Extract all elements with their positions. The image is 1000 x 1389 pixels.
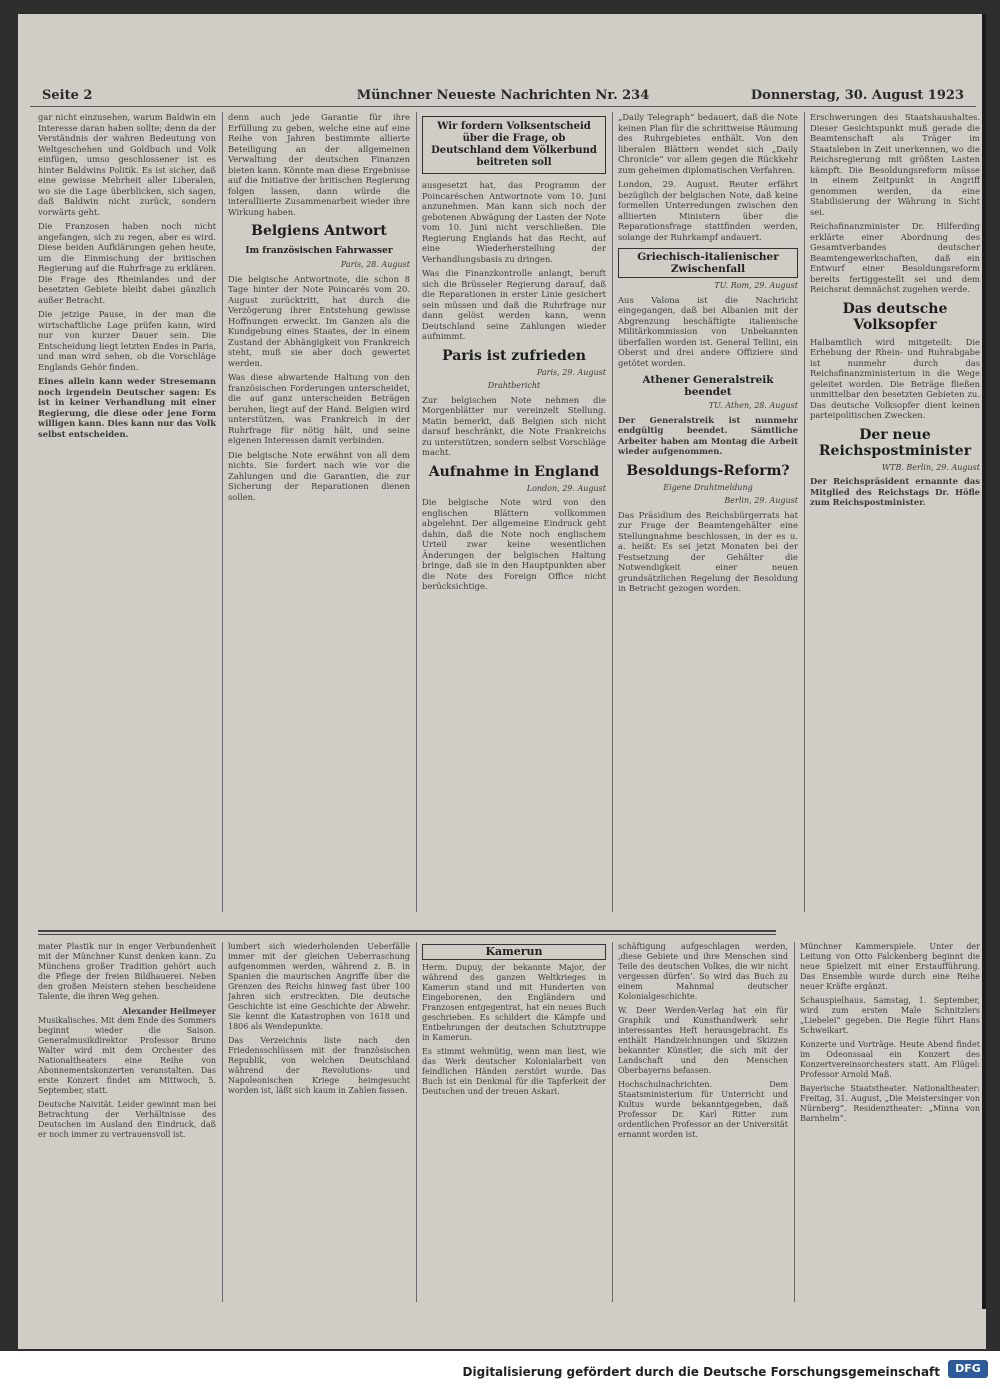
column-5: [810, 112, 980, 912]
article-text: Das Präsidium des Reichsbürgerrats hat zur Frage der Beamtengehälter eine Stellungnahme beschlossen, in der es u. a. heißt: Es sei jetzt Monaten bei der Festsetzung der Gehälter die Notwendigkeit einer neuen grundsätzlichen Regelung der Besoldung in Betracht gezogen worden.: [618, 509, 798, 593]
feuilleton-text: Es stimmt wehmütig, wenn man liest, wie das Werk deutscher Kolonialarbeit von feindlichen Händen zerstört wurde. Das Buch ist ein Denkmal für die Tapferkeit der Deutschen und der treuen Askari.: [422, 1047, 606, 1096]
feuilleton-text: Musikalisches. Mit dem Ende des Sommers beginnt wieder die Saison. Generalmusikdirektor Professor Bruno Walter wird mit dem Orchester des Nationaltheaters eine Reihe von Abonnementskonzerten veranstalten. Das erste Konzert findet am Mittwoch, 5. September, statt.: [38, 1016, 216, 1095]
article-headline: Kamerun: [422, 944, 606, 960]
funding-notice: Digitalisierung gefördert durch die Deutsche Forschungsgemeinschaft: [462, 1365, 940, 1379]
article-label: Drahtbericht: [487, 381, 541, 390]
article-text: Die belgische Antwortnote, die schon 8 Tage hinter der Note Poincarés vom 20. August zurücktritt, hat durch die Verzögerung ihrer Entstehung gewisse Hoffnungen erweckt. Im Ganzen als die Kundgebung eines Staates, der in einem Zustand der Abhängigkeit von Frankreich steht, muß sie aber doch gewertet werden.: [228, 273, 410, 368]
article-text: Der Generalstreik ist nunmehr endgültig beendet. Sämtliche Arbeiter haben am Montag die Arbeit wieder aufgenommen.: [618, 414, 798, 456]
feuilleton-text: Deutsche Naivität. Leider gewinnt man bei Betrachtung der Verhältnisse des Deutschen im Ausland den Eindruck, daß er noch immer zu vertrauensvoll ist.: [38, 1100, 216, 1139]
article-text: ausgesetzt hat, das Programm der Poincaréschen Antwortnote vom 10. Juni anzunehmen. Man kann sich noch der gebotenen Abwägung der Lasten der Note vom 10. Juni nicht verschließen. Die Regierung Englands hat das Recht, auf eine Wiederherstellung der Verhandlungsbasis zu dringen.: [422, 180, 606, 264]
issue-date: Donnerstag, 30. August 1923: [750, 88, 964, 103]
feuilleton-text: schäftigung aufgeschlagen werden, ‚diese Gebiete und ihre Menschen sind Teile des deutschen Volkes, die wir nicht vergessen dürfen‘. So wird das Buch zu einem Mahnmal deutscher Kolonialgeschichte.: [618, 942, 788, 1001]
feuilleton-text: Münchner Kammerspiele. Unter der Leitung von Otto Falckenberg beginnt die neue Spielzeit mit einer Erstaufführung. Das Ensemble wurde durch eine Reihe neuer Kräfte ergänzt.: [800, 942, 980, 991]
feuilleton-text: lumbert sich wiederholenden Ueberfälle immer mit der gleichen Ueberraschung aufgenommen werden, während z. B. in Spanien die maurischen Angriffe über die Grenzen des Reichs hinweg fast über 100 Jahren sich erstreckten. Die deutsche Geschichte ist eine Geschichte der Abwehr. Sie kennt die Katastrophen von 1618 und 1806 als Wendepunkte.: [228, 942, 410, 1031]
campaign-box: Wir fordern Volksentscheid über die Frage, ob Deutschland dem Völkerbund beitreten soll: [422, 116, 606, 174]
article-dateline: WTB. Berlin, 29. August: [881, 462, 980, 472]
article-text: Zur belgischen Note nehmen die Morgenblätter nur vereinzelt Stellung. Matin bemerkt, daß Belgien sich nicht darauf beschränkt, die Note Frankreichs zu unterstützen, sondern selbst Vorschläge macht.: [422, 394, 606, 457]
article-headline: Griechisch-italienischer Zwischenfall: [618, 248, 798, 278]
scan-edge: [982, 14, 986, 1309]
article-dateline: TU. Athen, 28. August: [708, 401, 798, 410]
article-text: Was diese abwartende Haltung von den französischen Forderungen unterscheidet, die auf ganz unterscheiden Beträgen beruhen, liegt auf der Hand. Belgien wird unterstützen, was Frankreich in der Ruhrfrage für nötig hält, und seine eigenen Interessen damit verbinden.: [228, 372, 410, 445]
lower-column-1: [38, 942, 216, 1302]
footer-bar: [0, 1351, 1000, 1389]
feuilleton-text: mater Plastik nur in enger Verbundenheit mit der Münchner Kunst denken kann. Zu Münchens großer Tradition gehört auch die Pflege der freien Bildhauerei. Neben den großen Meistern stehen bescheidene Talente, die ihren Weg gehen.: [38, 942, 216, 1001]
article-quote: Eines allein kann weder Stresemann noch irgendein Deutscher sagen: Es ist in keiner Verhandlung mit einer Regierung, die diese oder jene Form willigen kann. Dies kann nur das Volk selbst entscheiden.: [38, 376, 216, 439]
article-text: gar nicht einzusehen, warum Baldwin ein Interesse daran haben sollte; denn da der Verständnis der wahren Bedeutung von Weltgeschehen und Goldbuch und Volk einfügen, umso geschlossener ist es hinter Baldwins Politik. Es ist sicher, daß eine gewisse Mehrheit aller Liberalen, wo sie die Lage überblicken, sich sagen, daß Baldwin nicht zurück, sondern vorwärts geht.: [38, 112, 216, 217]
article-text: Die Franzosen haben noch nicht angefangen, sich zu regen, aber es wird. Diese beiden Aufklärungen gehen heute, um die Einmischung der britischen Regierung auf die Ruhrfrage zu erklären. Die Frage des Rheinlandes und der besetzten Gebiete bleibt dabei gänzlich außer Betracht.: [38, 221, 216, 305]
feuilleton-text: Das Verzeichnis liste nach den Friedensschlüssen mit der französischen Republik, von welchen Deutschland während der Revolutions- und Napoleonischen Kriege heimgesucht worden ist, läßt sich kaum in Zahlen fassen.: [228, 1036, 410, 1095]
dfg-logo: DFG: [948, 1360, 988, 1378]
article-label: Eigene Drahtmeldung: [663, 482, 753, 492]
article-dateline: TU. Rom, 29. August: [714, 281, 798, 290]
feuilleton-divider: [38, 930, 776, 932]
feuilleton-text: Konzerte und Vorträge. Heute Abend findet im Odeonssaal ein Konzert des Konzertvereinsorchesters statt. Am Flügel: Professor Arnold Maß.: [800, 1040, 980, 1079]
column-2: [228, 112, 410, 912]
article-text: Reichsfinanzminister Dr. Hilferding erklärte einer Abordnung des Gesamtverbandes deutscher Beamtengewerkschaften, daß ein Entwurf einer Besoldungsreform bereits fertiggestellt sei und dem Reichsrat demnächst zugehen werde.: [810, 221, 980, 294]
article-text: Die belgische Note wird von den englischen Blättern vollkommen abgelehnt. Der allgemeine Eindruck geht dahin, daß die Note noch englischem Urteil zwar keine wesentlichen Änderungen der belgischen Haltung bringe, daß sie in den Hauptpunkten aber die Note des Foreign Office nicht berücksichtige.: [422, 497, 606, 591]
feuilleton-divider: [38, 934, 776, 935]
page-header: [30, 86, 976, 107]
lower-column-3: [422, 942, 606, 1302]
feuilleton-text: Bayerische Staatstheater. Nationaltheater: Freitag, 31. August, „Die Meistersinger von Nürnberg“. Residenztheater: „Minna von Barnhelm“.: [800, 1084, 980, 1123]
article-text: Was die Finanzkontrolle anlangt, beruft sich die Brüsseler Regierung darauf, daß die Reparationen in erster Linie gesichert sein müssen und daß die Ruhrfrage nur dann gelöst werden kann, wenn Deutschland seine Zahlungen wieder aufnimmt.: [422, 268, 606, 341]
feuilleton-text: Schauspielhaus. Samstag, 1. September, wird zum ersten Male Schnitzlers „Liebelei“ gegeben. Die Regie führt Hans Schweikart.: [800, 996, 980, 1035]
article-text: Der Reichspräsident ernannte das Mitglied des Reichstags Dr. Höfle zum Reichspostminister.: [810, 476, 980, 507]
page-number: Seite 2: [42, 88, 93, 103]
article-headline: Paris ist zufrieden: [442, 347, 586, 364]
newspaper-title: Münchner Neueste Nachrichten Nr. 234: [356, 88, 650, 103]
column-divider: [222, 112, 223, 912]
article-headline: Athener Generalstreik beendet: [642, 374, 774, 398]
article-headline: Besoldungs-Reform?: [626, 462, 790, 479]
article-dateline: London, 29. August: [526, 483, 606, 493]
lower-column-4: [618, 942, 788, 1302]
lower-column-5: [800, 942, 980, 1302]
column-divider: [804, 112, 805, 912]
feuilleton-text: Hochschulnachrichten. Dem Staatsministerium für Unterricht und Kultus wurde bekanntgegeben, daß Professor Dr. Karl Ritter zum ordentlichen Professor an der Universität ernannt worden ist.: [618, 1080, 788, 1139]
column-divider: [416, 942, 417, 1302]
column-1: [38, 112, 216, 912]
article-text: Aus Valona ist die Nachricht eingegangen, daß bei Albanien mit der Abgrenzung beschäftigte italienische Militärkommission von Unbekannten überfallen worden ist. General Tellini, ein Oberst und drei andere Offiziere sind getötet worden.: [618, 294, 798, 368]
column-3: [422, 112, 606, 912]
article-text: Die belgische Note erwähnt von all dem nichts. Sie fordert nach wie vor die Zahlungen und die Garantien, die zur Sicherung der Reparationen dienen sollen.: [228, 449, 410, 502]
article-text: Erschwerungen des Staatshaushaltes. Dieser Gesichtspunkt muß gerade die Beamtenschaft als Träger im Staatsleben in Zeit unerkennen, wo die Reichsregierung mit größten Lasten kämpft. Die Besoldungsreform müsse in einem Zeitpunkt in Angriff genommen werden, da eine Stabilisierung der Währung in Sicht sei.: [810, 112, 980, 217]
column-divider: [222, 942, 223, 1302]
article-text: Die jetzige Pause, in der man die wirtschaftliche Lage prüfen kann, wird nur von kurzer Dauer sein. Die Entscheidung liegt letzten Endes in Paris, und man wird sehen, ob die Vorschläge Englands Gehör finden.: [38, 309, 216, 372]
article-headline: Das deutsche Volksopfer: [842, 300, 948, 333]
article-headline: Aufnahme in England: [428, 463, 600, 480]
article-dateline: Paris, 28. August: [340, 260, 410, 269]
newspaper-page: [18, 14, 986, 1349]
article-headline: Der neue Reichspostminister: [818, 426, 972, 459]
article-subtitle: Im französischen Fahrwasser: [245, 246, 393, 256]
article-headline: Belgiens Antwort: [251, 223, 387, 239]
article-text: London, 29. August. Reuter erfährt bezüglich der belgischen Note, daß keine formellen Unterredungen zwischen den alliierten Ministern über die Reparationsfrage stattfinden werden, solange der Ruhrkampf andauert.: [618, 179, 798, 242]
article-dateline: Paris, 29. August: [536, 367, 606, 377]
column-divider: [612, 942, 613, 1302]
column-divider: [794, 942, 795, 1302]
article-text: „Daily Telegraph“ bedauert, daß die Note keinen Plan für die schrittweise Räumung des Ruhrgebietes enthält. Von den liberalen Blättern wendet sich „Daily Chronicle“ vor allem gegen die Rückkehr zum geheimen diplomatischen Verfahren.: [618, 112, 798, 175]
article-author: Alexander Heilmeyer: [121, 1006, 216, 1016]
lower-column-2: [228, 942, 410, 1302]
column-4: [618, 112, 798, 912]
feuilleton-text: W. Deer Werden-Verlag hat ein für Graphik und Kunsthandwerk sehr interessantes Heft herausgebracht. Es enthält Handzeichnungen und Skizzen bekannter Künstler, die sich mit der Landschaft und den Menschen Oberbayerns befassen.: [618, 1006, 788, 1075]
column-divider: [612, 112, 613, 912]
feuilleton-text: Herm. Dupuy, der bekannte Major, der während des ganzen Weltkrieges in Kamerun stand und mit Hunderten von Eingeborenen, den Engländern und Franzosen entgegentrat, hat ein neues Buch geschrieben. Es schildert die Kämpfe und Entbehrungen der deutschen Schutztruppe in Kamerun.: [422, 963, 606, 1042]
article-text: denn auch jede Garantie für ihre Erfüllung zu geben, welche eine auf eine Reihe von Jahren bestimmte allierte Beteiligung an der allgemeinen Verwaltung der deutschen Finanzen bieten kann. Könnte man diese Ergebnisse auf die Initiative der britischen Regierung folgen lassen, dann würde die interalliierte Zusammenarbeit wieder ihre Wirkung haben.: [228, 112, 410, 217]
article-text: Halbamtlich wird mitgeteilt: Die Erhebung der Rhein- und Ruhrabgabe ist nunmehr durch das Reichsfinanzministerium in die Wege geleitet worden. Die Beträge fließen unmittelbar den besetzten Gebieten zu. Das deutsche Volksopfer dient keinen parteipolitischen Zwecken.: [810, 336, 980, 420]
article-dateline: Berlin, 29. August: [724, 496, 798, 505]
column-divider: [416, 112, 417, 912]
page-content: [30, 24, 980, 1339]
